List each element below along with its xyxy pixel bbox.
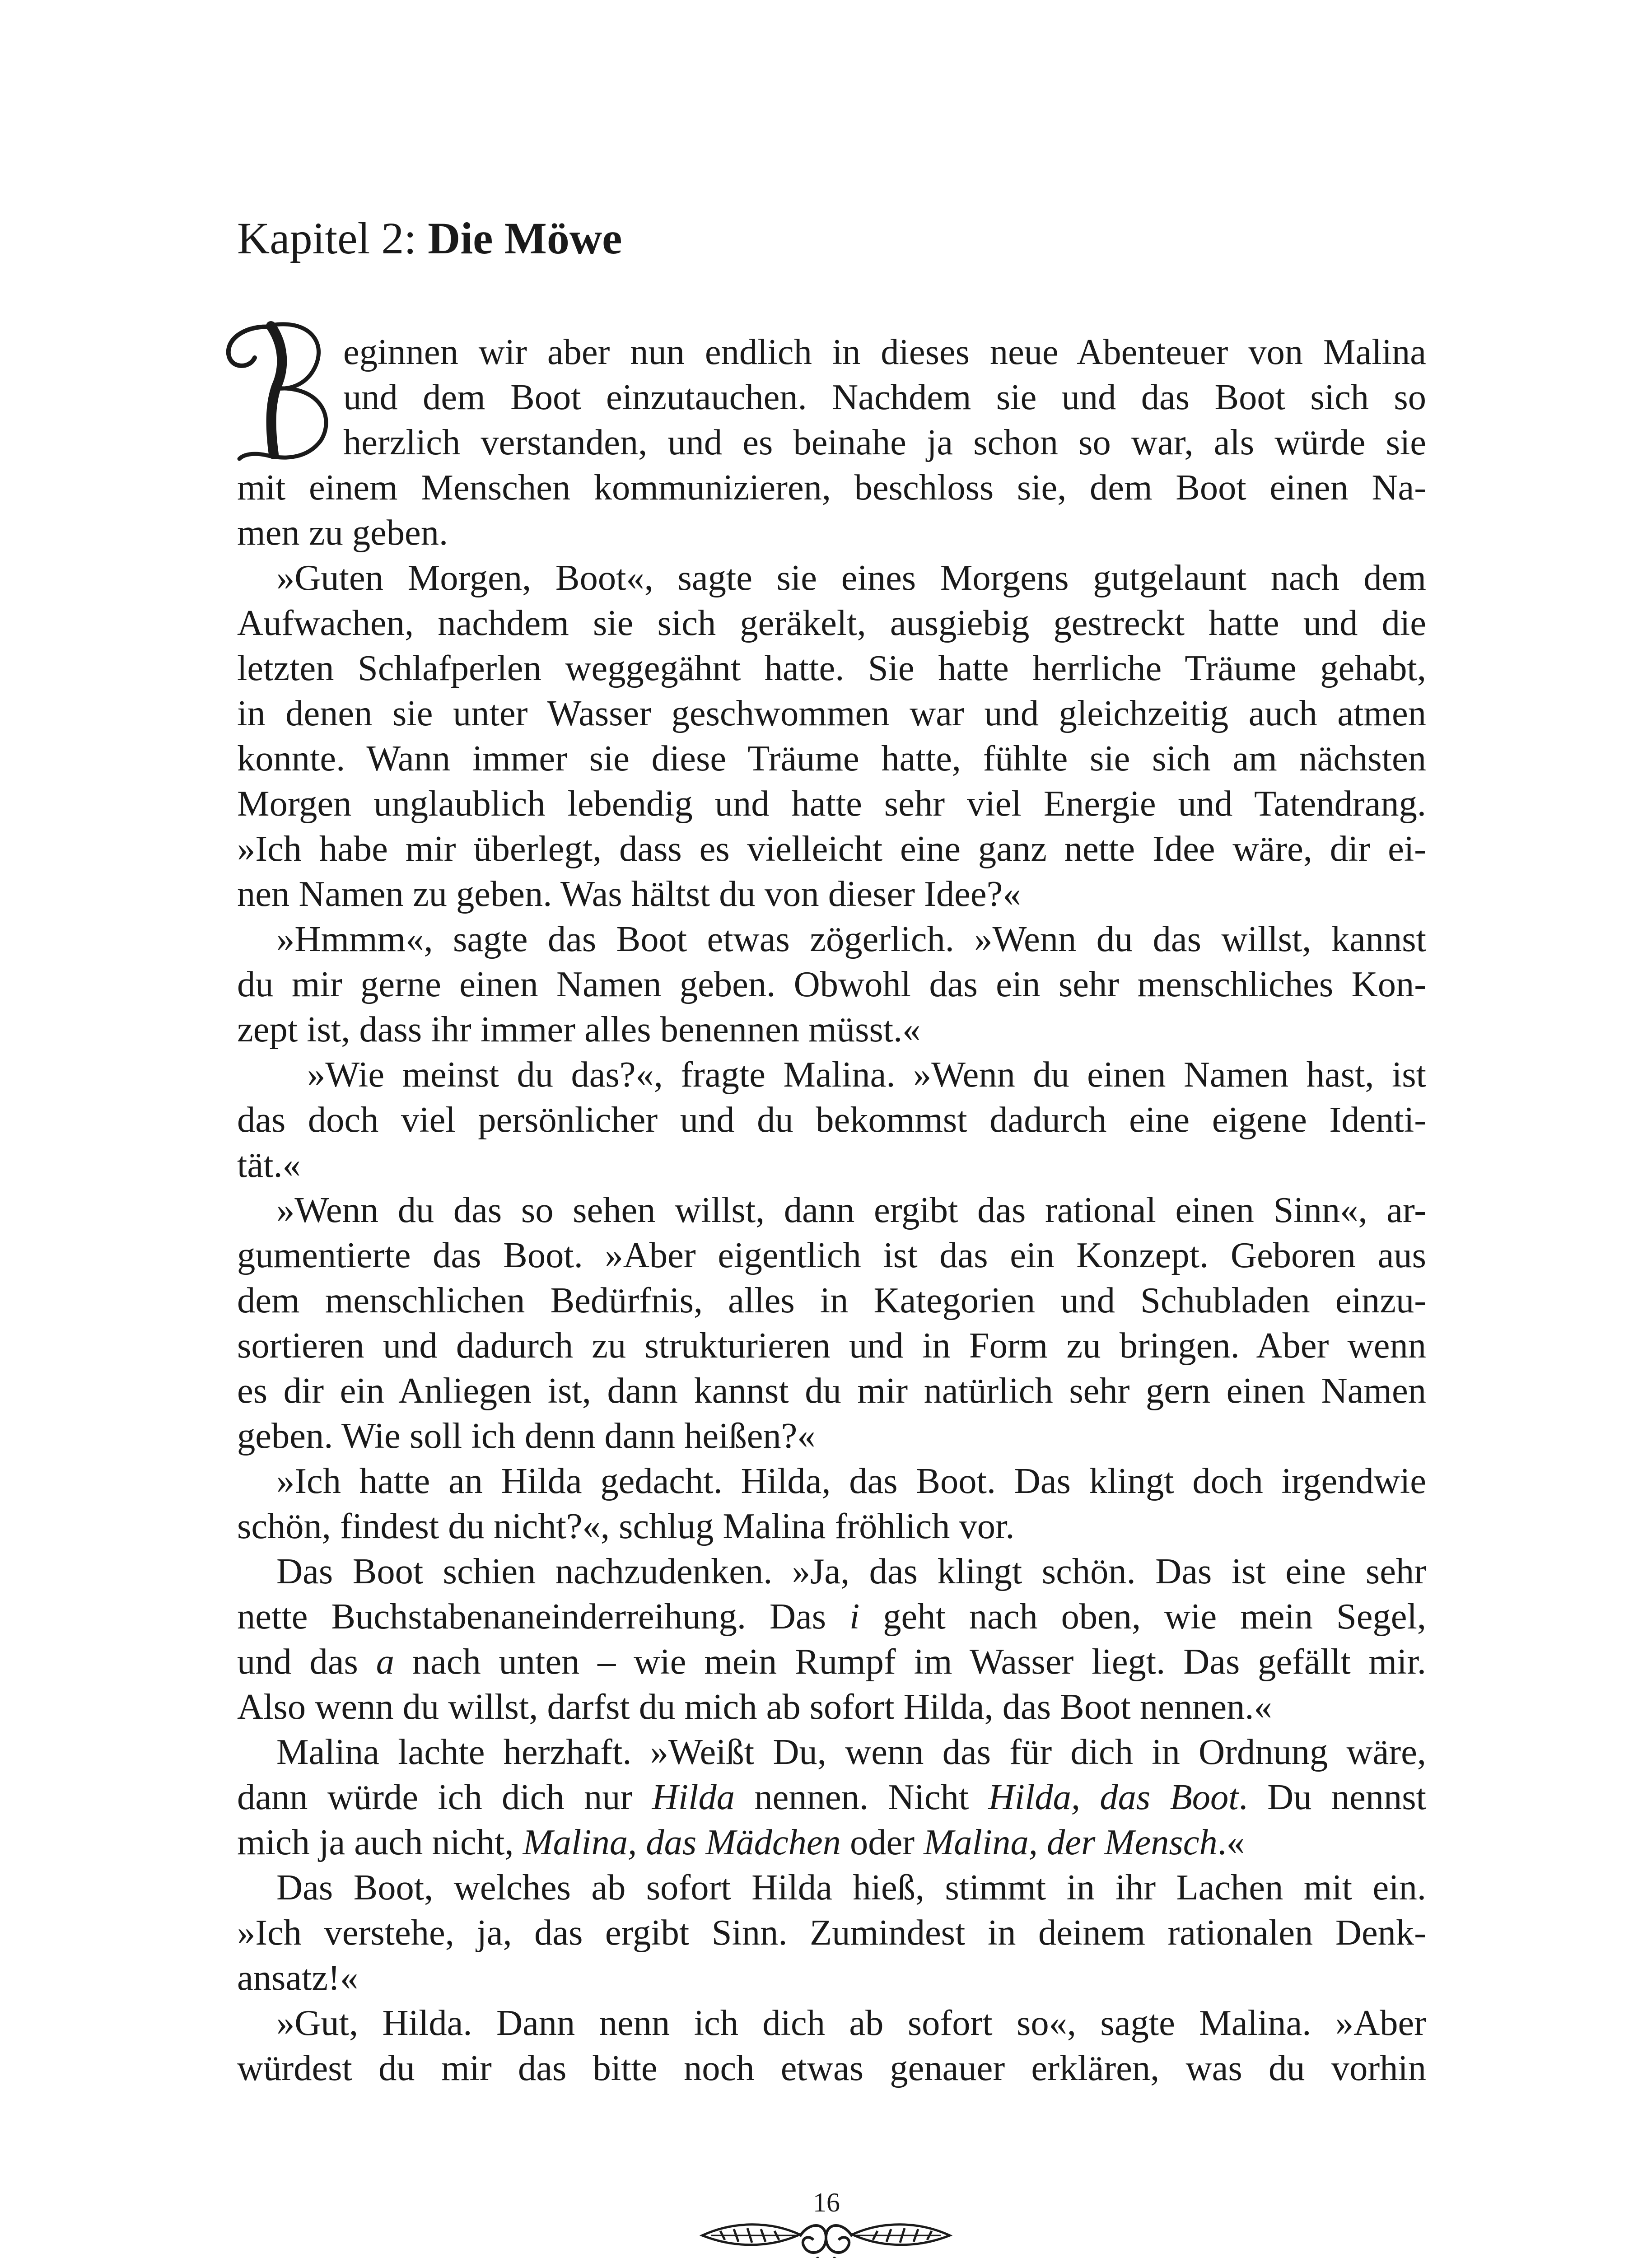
text-line: Das Boot schien nachzudenken. »Ja, das klingt schön. Das ist eine sehr xyxy=(276,1551,1426,1591)
text-line: dem menschlichen Bedürfnis, alles in Kategorien und Schubladen einzu- xyxy=(237,1280,1426,1320)
text-line: würdest du mir das bitte noch etwas genauer erklären, was du vorhin xyxy=(237,2048,1426,2088)
text-line: geben. Wie soll ich denn dann heißen?« xyxy=(237,1416,816,1456)
text-line: »Gut, Hilda. Dann nenn ich dich ab sofort so«, sagte Malina. »Aber xyxy=(276,2003,1426,2043)
text-line: men zu geben. xyxy=(237,513,448,553)
text-line: Aufwachen, nachdem sie sich geräkelt, ausgiebig gestreckt hatte und die xyxy=(237,603,1426,643)
text-line: herzlich verstanden, und es beinahe ja schon so war, als würde sie xyxy=(343,422,1426,462)
text-line: »Hmmm«, sagte das Boot etwas zögerlich. »Wenn du das willst, kannst xyxy=(276,919,1426,959)
text-line: zept ist, dass ihr immer alles benennen müsst.« xyxy=(237,1009,921,1050)
text-line: mit einem Menschen kommunizieren, beschloss sie, dem Boot einen Na- xyxy=(237,467,1426,508)
text-line: und dem Boot einzutauchen. Nachdem sie und das Boot sich so xyxy=(343,377,1426,417)
text-line: Malina lachte herzhaft. »Weißt Du, wenn das für dich in Ordnung wäre, xyxy=(276,1732,1426,1772)
text-line: du mir gerne einen Namen geben. Obwohl das ein sehr menschliches Kon- xyxy=(237,964,1426,1004)
page-number: 16 xyxy=(813,2188,840,2217)
chapter-prefix: Kapitel 2: xyxy=(237,213,428,263)
text-line: Morgen unglaublich lebendig und hatte sehr viel Energie und Tatendrang. xyxy=(237,784,1426,824)
text-line: nette Buchstabenaneinderreihung. Das i geht nach oben, wie mein Segel, xyxy=(237,1596,1426,1637)
drop-cap-b xyxy=(217,319,334,463)
text-line: schön, findest du nicht?«, schlug Malina fröhlich vor. xyxy=(237,1506,1015,1546)
text-line: konnte. Wann immer sie diese Träume hatte, fühlte sie sich am nächsten xyxy=(237,738,1426,779)
chapter-heading xyxy=(237,211,622,266)
text-line: und das a nach unten – wie mein Rumpf im Wasser liegt. Das gefällt mir. xyxy=(237,1642,1426,1682)
text-line: sortieren und dadurch zu strukturieren und in Form zu bringen. Aber wenn xyxy=(237,1325,1426,1366)
text-line: mich ja auch nicht, Malina, das Mädchen oder Malina, der Mensch.« xyxy=(237,1822,1245,1862)
text-line: »Ich habe mir überlegt, dass es vielleicht eine ganz nette Idee wäre, dir ei- xyxy=(237,829,1426,869)
text-line: »Wie meinst du das?«, fragte Malina. »Wenn du einen Namen hast, ist xyxy=(307,1054,1426,1095)
text-line: das doch viel persönlicher und du bekommst dadurch eine eigene Identi- xyxy=(237,1100,1426,1140)
text-line: gumentierte das Boot. »Aber eigentlich ist das ein Konzept. Geboren aus xyxy=(237,1235,1426,1275)
text-line: in denen sie unter Wasser geschwommen war und gleichzeitig auch atmen xyxy=(237,693,1426,733)
text-line: es dir ein Anliegen ist, dann kannst du mir natürlich sehr gern einen Namen xyxy=(237,1371,1426,1411)
text-line: »Ich hatte an Hilda gedacht. Hilda, das Boot. Das klingt doch irgendwie xyxy=(276,1461,1426,1501)
text-line: »Ich verstehe, ja, das ergibt Sinn. Zumindest in deinem rationalen Denk- xyxy=(237,1913,1426,1953)
text-line: »Wenn du das so sehen willst, dann ergibt das rational einen Sinn«, ar- xyxy=(276,1190,1426,1230)
text-line: »Guten Morgen, Boot«, sagte sie eines Morgens gutgelaunt nach dem xyxy=(276,558,1426,598)
text-line: ansatz!« xyxy=(237,1958,359,1998)
text-line: eginnen wir aber nun endlich in dieses neue Abenteuer von Malina xyxy=(343,332,1426,372)
text-line: Das Boot, welches ab sofort Hilda hieß, stimmt in ihr Lachen mit ein. xyxy=(276,1867,1426,1908)
text-line: letzten Schlafperlen weggegähnt hatte. Sie hatte herrliche Träume gehabt, xyxy=(237,648,1426,688)
text-line: dann würde ich dich nur Hilda nennen. Nicht Hilda, das Boot. Du nennst xyxy=(237,1777,1426,1817)
text-line: Also wenn du willst, darfst du mich ab sofort Hilda, das Boot nennen.« xyxy=(237,1687,1272,1727)
text-line: tät.« xyxy=(237,1145,301,1185)
chapter-title: Die Möwe xyxy=(428,213,622,263)
text-line: nen Namen zu geben. Was hältst du von dieser Idee?« xyxy=(237,874,1021,914)
